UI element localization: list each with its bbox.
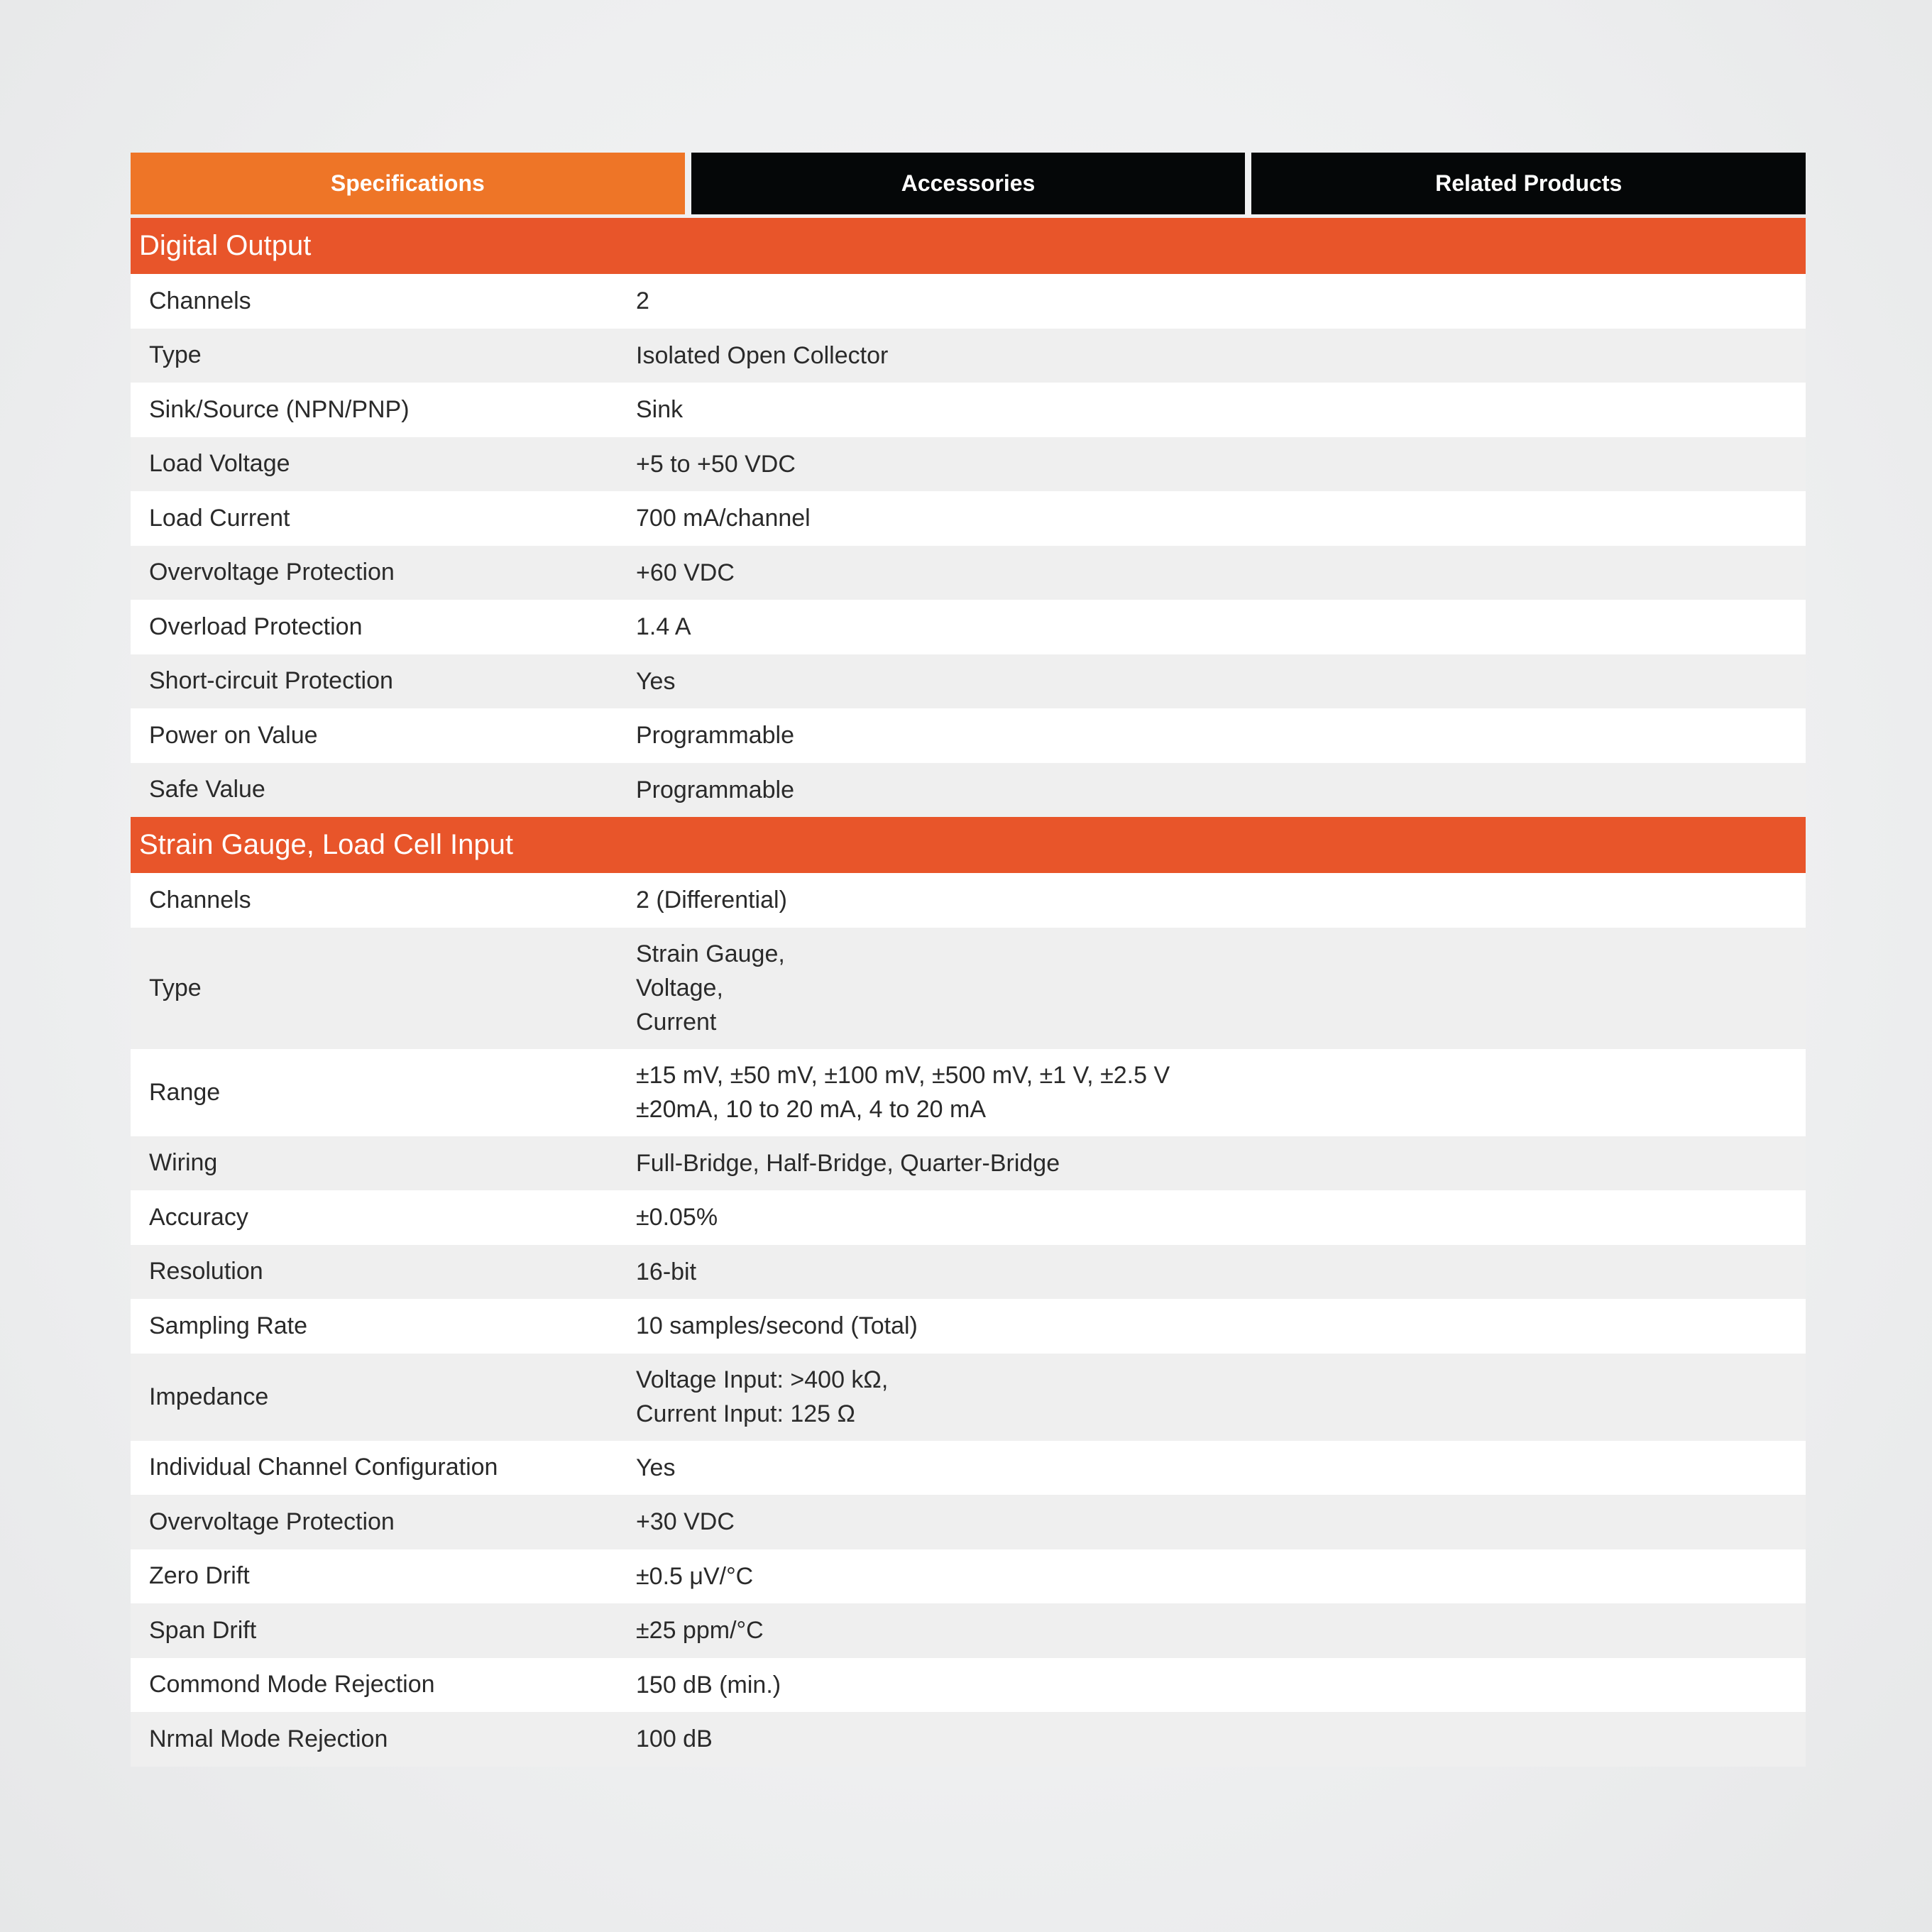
spec-row [131,654,1806,709]
spec-value: +5 to +50 VDC [636,450,796,478]
spec-value: +60 VDC [636,559,735,586]
spec-value: 150 dB (min.) [636,1671,781,1698]
spec-value: ±0.05% [636,1204,718,1231]
section-header-strain-gauge: Strain Gauge, Load Cell Input [131,817,1806,873]
spec-label: Zero Drift [149,1562,250,1590]
spec-row [131,383,1806,437]
spec-value: 700 mA/channel [636,505,811,532]
spec-row [131,1190,1806,1245]
spec-row [131,1136,1806,1191]
spec-value-line: Current Input: 125 Ω [636,1400,855,1427]
spec-row [131,274,1806,329]
spec-label: Safe Value [149,776,265,803]
spec-value: Programmable [636,776,794,803]
spec-row [131,873,1806,928]
spec-value: 16-bit [636,1258,697,1285]
tab-related-products[interactable]: Related Products [1251,153,1806,214]
spec-value: ±0.5 μV/°C [636,1562,754,1590]
spec-label: Commond Mode Rejection [149,1671,435,1698]
spec-value: 1.4 A [636,613,691,641]
spec-value-line: Current [636,1009,717,1036]
spec-value-line: Voltage, [636,975,723,1001]
spec-label: Channels [149,287,251,314]
spec-label: Individual Channel Configuration [149,1454,498,1481]
spec-value: ±25 ppm/°C [636,1617,764,1645]
spec-value-line: ±20mA, 10 to 20 mA, 4 to 20 mA [636,1096,987,1123]
tab-accessories[interactable]: Accessories [691,153,1246,214]
spec-label: Short-circuit Protection [149,667,393,695]
spec-label: Overvoltage Protection [149,1508,395,1535]
spec-label: Overvoltage Protection [149,559,395,586]
spec-label: Wiring [149,1149,218,1177]
spec-label: Sampling Rate [149,1312,308,1339]
spec-value-line: Voltage Input: >400 kΩ, [636,1366,889,1393]
spec-value: Programmable [636,722,794,750]
spec-label: Nrmal Mode Rejection [149,1725,388,1752]
spec-value [636,937,1806,1039]
spec-value: Sink [636,396,684,424]
spec-value-line: ±15 mV, ±50 mV, ±100 mV, ±500 mV, ±1 V, ±2.5 V [636,1062,1170,1089]
spec-row [131,1354,1806,1441]
spec-value: Yes [636,667,676,695]
spec-value: Yes [636,1454,676,1481]
section-digital-output-rows [131,274,1806,817]
spec-value: Full-Bridge, Half-Bridge, Quarter-Bridge [636,1149,1060,1177]
spec-label: Load Current [149,504,290,532]
spec-row [131,1049,1806,1136]
spec-label: Impedance [149,1383,269,1410]
spec-label: Range [149,1078,221,1106]
tab-specifications[interactable]: Specifications [131,153,685,214]
spec-label: Sink/Source (NPN/PNP) [149,395,410,423]
spec-row [131,1549,1806,1604]
spec-row [131,491,1806,546]
spec-row [131,437,1806,492]
spec-label: Channels [149,886,251,913]
spec-row [131,1658,1806,1713]
spec-label: Type [149,341,202,369]
tab-bar [131,153,1806,214]
spec-row [131,1712,1806,1767]
section-strain-gauge-rows [131,873,1806,1767]
spec-value [636,1058,1806,1126]
spec-row [131,329,1806,383]
spec-value-line: Strain Gauge, [636,940,785,967]
spec-value: 2 (Differential) [636,887,787,914]
spec-label: Resolution [149,1258,263,1285]
spec-panel [131,153,1806,1767]
section-header-digital-output: Digital Output [131,218,1806,274]
spec-row [131,546,1806,600]
spec-row [131,600,1806,654]
spec-row [131,1299,1806,1354]
spec-value: +30 VDC [636,1508,735,1536]
spec-label: Overload Protection [149,613,363,640]
spec-value: 10 samples/second (Total) [636,1312,918,1340]
spec-row [131,928,1806,1049]
spec-value: 2 [636,287,649,315]
spec-label: Span Drift [149,1616,257,1644]
spec-label: Load Voltage [149,450,290,478]
spec-row [131,1441,1806,1495]
spec-value [636,1363,1806,1431]
spec-value: 100 dB [636,1725,713,1753]
spec-row [131,1245,1806,1300]
spec-row [131,763,1806,818]
spec-label: Accuracy [149,1203,248,1231]
spec-label: Type [149,974,202,1001]
spec-row [131,1603,1806,1658]
spec-row [131,1495,1806,1549]
spec-value: Isolated Open Collector [636,341,889,369]
spec-row [131,708,1806,763]
spec-label: Power on Value [149,721,318,749]
